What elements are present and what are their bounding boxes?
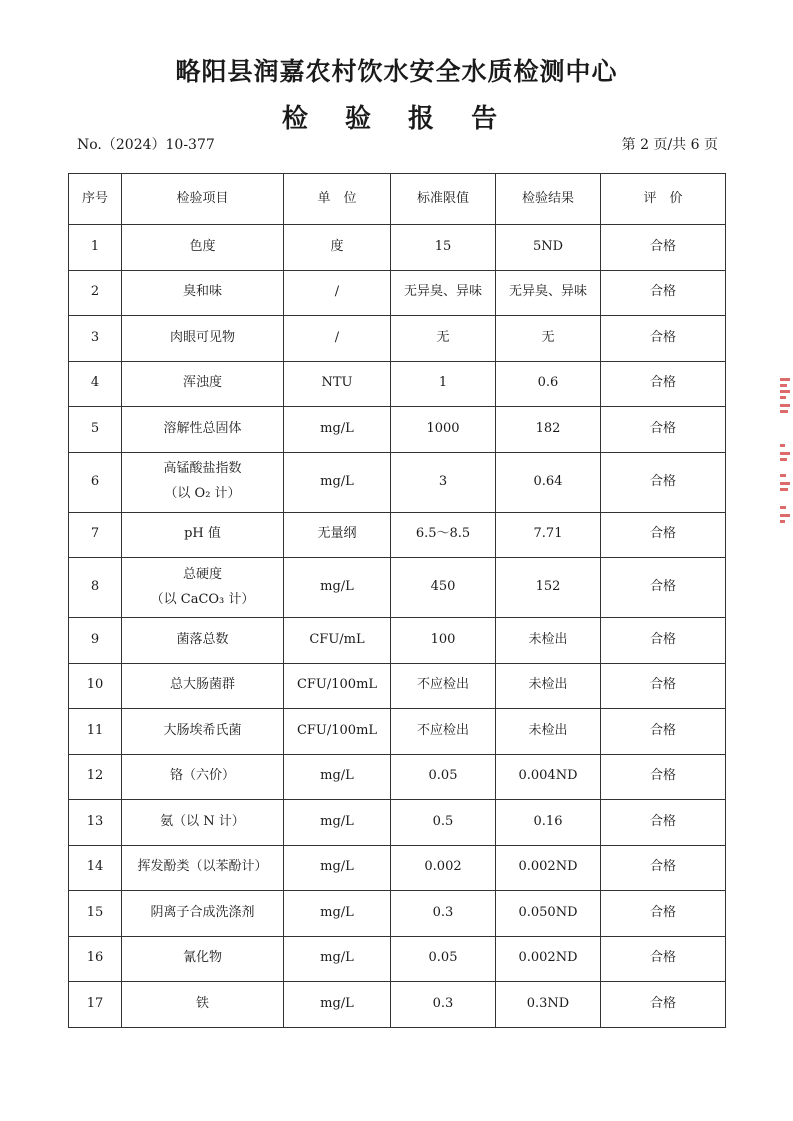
result-cell: 182 [496,407,601,453]
row-number-cell: 3 [69,316,122,362]
row-number-cell: 17 [69,982,122,1028]
table-row [69,225,726,271]
table-header-row [69,174,726,225]
limit-cell: 无异臭、异味 [391,270,496,316]
evaluation-cell: 合格 [601,361,726,407]
result-cell: 未检出 [496,709,601,755]
row-number-cell: 5 [69,407,122,453]
item-cell [122,316,284,362]
limit-cell: 450 [391,558,496,618]
item-cell [122,800,284,846]
item-cell [122,361,284,407]
unit-cell: CFU/100mL [284,663,391,709]
table-row [69,663,726,709]
table-row [69,361,726,407]
item-cell [122,709,284,755]
unit-cell: / [284,270,391,316]
row-number-cell: 8 [69,558,122,618]
unit-cell: mg/L [284,936,391,982]
row-number-cell: 13 [69,800,122,846]
limit-cell: 0.3 [391,982,496,1028]
result-cell: 0.6 [496,361,601,407]
item-name: 高锰酸盐指数 [163,461,242,477]
page-indicator: 第 2 页/共 6 页 [621,137,718,153]
result-cell: 未检出 [496,618,601,664]
evaluation-cell: 合格 [601,512,726,558]
seam-seal-stamp [778,378,792,528]
table-row [69,709,726,755]
evaluation-cell: 合格 [601,225,726,271]
item-cell [122,225,284,271]
item-cell [122,936,284,982]
item-name: 浑浊度 [182,375,222,391]
item-name: 大肠埃希氏菌 [163,722,242,738]
unit-cell: NTU [284,361,391,407]
table-row [69,891,726,937]
item-cell [122,452,284,512]
item-cell [122,512,284,558]
item-name: 氰化物 [182,950,222,966]
unit-cell: mg/L [284,452,391,512]
unit-cell: / [284,316,391,362]
table-row [69,512,726,558]
col-header-no: 序号 [69,174,122,225]
evaluation-cell: 合格 [601,316,726,362]
limit-cell: 不应检出 [391,663,496,709]
result-cell: 无异臭、异味 [496,270,601,316]
item-cell [122,270,284,316]
row-number-cell: 7 [69,512,122,558]
item-name: 色度 [189,238,216,254]
row-number-cell: 1 [69,225,122,271]
row-number-cell: 2 [69,270,122,316]
col-header-eval: 评 价 [601,174,726,225]
report-number: No.（2024）10-377 [77,137,215,153]
result-cell: 5ND [496,225,601,271]
evaluation-cell: 合格 [601,891,726,937]
limit-cell: 0.002 [391,845,496,891]
limit-cell: 不应检出 [391,709,496,755]
item-name: 挥发酚类（以苯酚计） [137,859,268,875]
item-name: 菌落总数 [176,631,229,647]
result-cell: 0.004ND [496,754,601,800]
item-cell [122,754,284,800]
item-cell [122,891,284,937]
evaluation-cell: 合格 [601,618,726,664]
table-row [69,982,726,1028]
result-cell: 0.16 [496,800,601,846]
item-cell [122,558,284,618]
item-name: 肉眼可见物 [169,329,235,345]
unit-cell: mg/L [284,982,391,1028]
evaluation-cell: 合格 [601,709,726,755]
evaluation-cell: 合格 [601,754,726,800]
limit-cell: 0.05 [391,754,496,800]
limit-cell: 0.5 [391,800,496,846]
limit-cell: 无 [391,316,496,362]
item-cell [122,845,284,891]
limit-cell: 1 [391,361,496,407]
table-row [69,452,726,512]
row-number-cell: 6 [69,452,122,512]
limit-cell: 3 [391,452,496,512]
item-cell [122,407,284,453]
table-row [69,270,726,316]
unit-cell: CFU/mL [284,618,391,664]
row-number-cell: 16 [69,936,122,982]
table-row [69,754,726,800]
row-number-cell: 9 [69,618,122,664]
result-cell: 无 [496,316,601,362]
item-name: 铬（六价） [169,768,235,784]
table-row [69,558,726,618]
row-number-cell: 10 [69,663,122,709]
item-name: 阴离子合成洗涤剂 [150,904,255,920]
evaluation-cell: 合格 [601,800,726,846]
col-header-limit: 标准限值 [391,174,496,225]
evaluation-cell: 合格 [601,270,726,316]
item-cell [122,982,284,1028]
item-cell [122,663,284,709]
col-header-unit: 单 位 [284,174,391,225]
item-name: 总大肠菌群 [169,677,235,693]
evaluation-cell: 合格 [601,407,726,453]
item-name: 臭和味 [182,284,222,300]
result-cell: 7.71 [496,512,601,558]
table-row [69,800,726,846]
evaluation-cell: 合格 [601,558,726,618]
limit-cell: 15 [391,225,496,271]
evaluation-cell: 合格 [601,663,726,709]
row-number-cell: 11 [69,709,122,755]
table-row [69,618,726,664]
result-cell: 152 [496,558,601,618]
evaluation-cell: 合格 [601,936,726,982]
result-cell: 0.64 [496,452,601,512]
unit-cell: mg/L [284,558,391,618]
item-basis-note: （以 CaCO₃ 计） [150,591,255,607]
table-row [69,936,726,982]
item-name: 溶解性总固体 [163,420,242,436]
table-row [69,316,726,362]
result-cell: 0.3ND [496,982,601,1028]
result-cell: 0.002ND [496,936,601,982]
limit-cell: 1000 [391,407,496,453]
result-cell: 0.002ND [496,845,601,891]
item-name: 总硬度 [182,566,222,582]
report-org-title: 略阳县润嘉农村饮水安全水质检测中心 [175,57,618,86]
col-header-item: 检验项目 [122,174,284,225]
unit-cell: mg/L [284,800,391,846]
evaluation-cell: 合格 [601,452,726,512]
table-row [69,845,726,891]
unit-cell: mg/L [284,754,391,800]
item-name: 氨（以 N 计） [160,813,245,829]
unit-cell: CFU/100mL [284,709,391,755]
row-number-cell: 12 [69,754,122,800]
result-cell: 未检出 [496,663,601,709]
row-number-cell: 14 [69,845,122,891]
unit-cell: mg/L [284,407,391,453]
report-title: 检 验 报 告 [281,104,512,134]
item-cell [122,618,284,664]
evaluation-cell: 合格 [601,982,726,1028]
unit-cell: 无量纲 [284,512,391,558]
limit-cell: 0.3 [391,891,496,937]
row-number-cell: 4 [69,361,122,407]
unit-cell: 度 [284,225,391,271]
table-body [69,225,726,1028]
unit-cell: mg/L [284,845,391,891]
col-header-result: 检验结果 [496,174,601,225]
table-row [69,407,726,453]
limit-cell: 6.5～8.5 [391,512,496,558]
result-cell: 0.050ND [496,891,601,937]
item-name: pH 值 [184,526,221,542]
limit-cell: 0.05 [391,936,496,982]
limit-cell: 100 [391,618,496,664]
inspection-table [68,173,726,1028]
item-basis-note: （以 O₂ 计） [164,486,241,501]
item-name: 铁 [195,995,209,1011]
row-number-cell: 15 [69,891,122,937]
evaluation-cell: 合格 [601,845,726,891]
unit-cell: mg/L [284,891,391,937]
